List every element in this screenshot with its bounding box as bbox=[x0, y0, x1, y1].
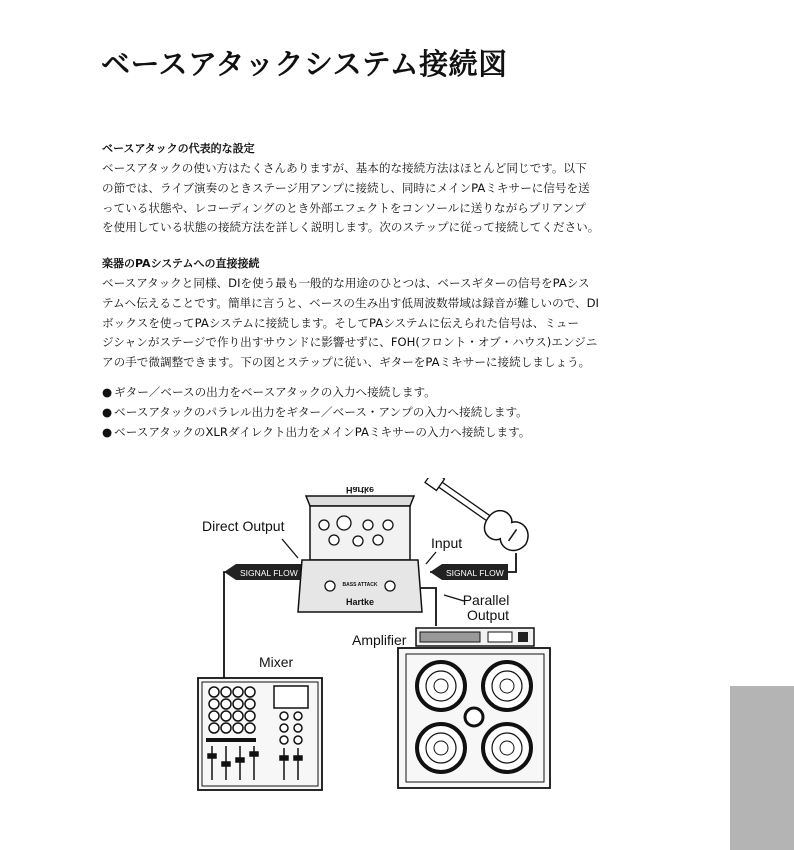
bass-attack-pedal bbox=[298, 485, 422, 612]
list-item bbox=[102, 423, 530, 443]
device-brand: Hartke bbox=[345, 597, 375, 607]
speaker-icon bbox=[483, 662, 531, 710]
speaker-icon bbox=[417, 662, 465, 710]
paragraph-line: アの手で微調整できます。下の図とステップに従い、ギターをPAミキサーに接続しましょう。 bbox=[102, 355, 591, 370]
bullet-icon: ● bbox=[102, 385, 113, 399]
connection-steps-list bbox=[102, 383, 530, 442]
section-heading: ベースアタックの代表的な設定 bbox=[102, 142, 255, 155]
mixer-label: Mixer bbox=[259, 654, 294, 670]
parallel-output-line: Parallel bbox=[462, 592, 510, 608]
parallel-output-line: Output bbox=[466, 607, 510, 623]
paragraph-line: ジシャンがステージで作り出すサウンドに影響せずに、FOH(フロント・オブ・ハウス)エンジニ bbox=[102, 335, 598, 350]
paragraph-line: ボックスを使ってPAシステムに接続します。そしてPAシステムに伝えられた信号は、ミュー bbox=[102, 315, 579, 330]
knob-icon bbox=[319, 520, 329, 530]
section-typical-setup bbox=[102, 140, 642, 238]
mixer-screen bbox=[274, 686, 308, 708]
step-text: ベースアタックのパラレル出力をギター／ベース・アンプの入力へ接続します。 bbox=[114, 404, 528, 419]
amplifier-label: Amplifier bbox=[352, 632, 407, 648]
tweeter-icon bbox=[465, 708, 483, 726]
section-paragraph bbox=[102, 274, 642, 373]
list-item bbox=[102, 383, 530, 403]
section-direct-pa-connection bbox=[102, 255, 642, 373]
knob-icon bbox=[329, 535, 339, 545]
bullet-icon: ● bbox=[102, 404, 113, 419]
bullet-icon: ● bbox=[102, 424, 113, 439]
signal-flow-left-label: SIGNAL FLOW bbox=[240, 568, 298, 578]
footswitch-right-icon bbox=[385, 581, 395, 591]
amplifier-head bbox=[416, 628, 534, 646]
knob-icon bbox=[363, 520, 373, 530]
knob-icon bbox=[373, 535, 383, 545]
speaker-icon bbox=[483, 724, 531, 772]
page-side-tab bbox=[730, 686, 794, 850]
paragraph-line: ベースアタックと同様、DIを使う最も一般的な用途のひとつは、ベースギターの信号をPAシス bbox=[102, 276, 590, 290]
footswitch-left-icon bbox=[325, 581, 335, 591]
section-paragraph bbox=[102, 159, 642, 238]
paragraph-line: テムへ伝えることです。簡単に言うと、ベースの生み出す低周波数帯域は録音が難しいので、DI bbox=[102, 295, 599, 310]
knob-icon bbox=[353, 536, 363, 546]
connection-diagram bbox=[188, 478, 628, 800]
device-model: BASS ATTACK bbox=[342, 582, 378, 588]
speaker-icon bbox=[417, 724, 465, 772]
step-text: ベースアタックのXLRダイレクト出力をメインPAミキサーの入力へ接続します。 bbox=[114, 424, 531, 439]
knob-icon bbox=[383, 520, 393, 530]
signal-flow-right bbox=[430, 564, 508, 580]
knob-icon bbox=[337, 516, 351, 530]
direct-output-label: Direct Output bbox=[202, 518, 285, 534]
section-heading: 楽器のPAシステムへの直接接続 bbox=[102, 257, 260, 270]
page-title: ベースアタックシステム接続図 bbox=[101, 47, 508, 81]
paragraph-line: っている状態や、レコーディングのとき外部エフェクトをコンソールに送りながらプリアンプ bbox=[102, 200, 586, 215]
signal-flow-right-label: SIGNAL FLOW bbox=[446, 568, 504, 578]
paragraph-line: を使用している状態の接続方法を詳しく説明します。次のステップに従って接続してください。 bbox=[102, 220, 600, 235]
device-brand-mirrored: Hartke bbox=[345, 485, 375, 495]
parallel-output-label bbox=[463, 592, 514, 623]
paragraph-line: ベースアタックの使い方はたくさんありますが、基本的な接続方法はほとんど同じです。以下 bbox=[102, 161, 587, 175]
step-text: ギター／ベースの出力をベースアタックの入力へ接続します。 bbox=[114, 385, 436, 399]
signal-flow-left bbox=[224, 564, 304, 580]
speaker-cabinet bbox=[398, 648, 550, 788]
list-item bbox=[102, 403, 530, 423]
mixer-console bbox=[198, 678, 322, 790]
input-label: Input bbox=[431, 535, 463, 551]
paragraph-line: の節では、ライブ演奏のときステージ用アンプに接続し、同時にメインPAミキサーに信号を送 bbox=[102, 180, 590, 195]
